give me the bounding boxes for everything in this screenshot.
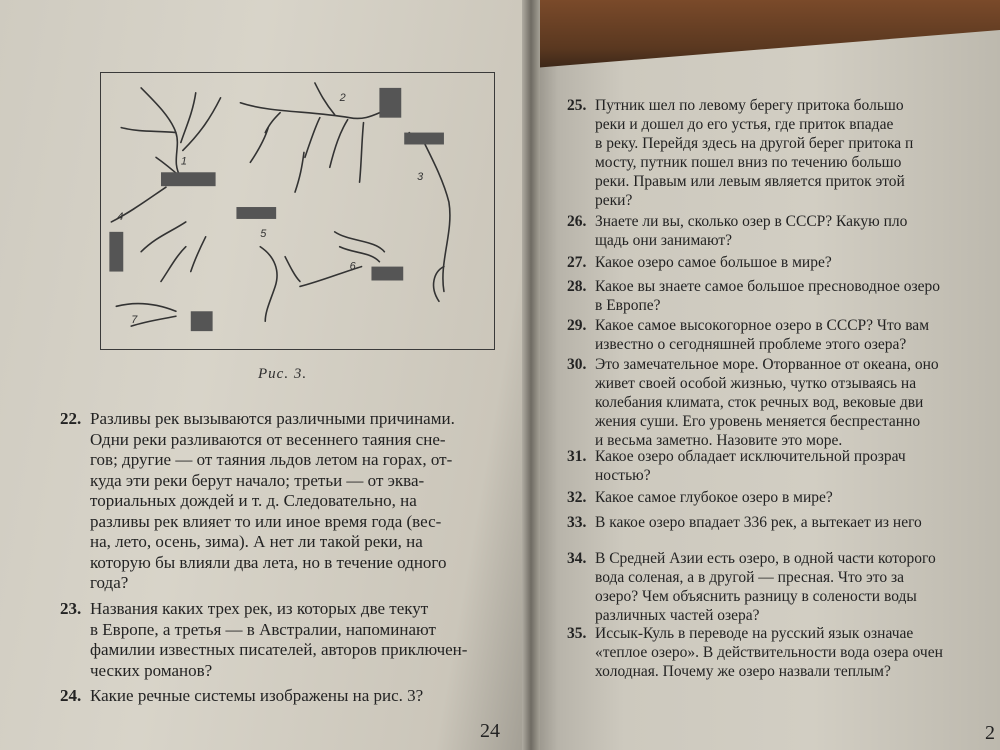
figure-label-2: 2	[339, 91, 346, 104]
figure-label-6: 6	[349, 260, 356, 273]
question-number: 35.	[567, 625, 587, 642]
question-number: 28.	[567, 278, 587, 295]
question-text: Путник шел по левому берегу притока большо реки и дошел до его устья, где приток впадае в реку. Перейдя здесь на другой берег притока п мосту, путник пошел вниз по течению большо реки. Правым или левым является приток этой реки?	[595, 97, 914, 209]
question-33	[567, 513, 1000, 532]
page-number-left: 24	[480, 720, 500, 742]
question-32	[567, 488, 1000, 507]
question-text: Какое вы знаете самое большое пресноводное озеро в Европе?	[595, 278, 940, 314]
question-29	[567, 316, 1000, 354]
question-number: 34.	[567, 550, 587, 567]
question-text: Названия каких трех рек, из которых две текут в Европе, а третья — в Австралии, напоминают фамилии известных писателей, авторов приключен- ческих романов?	[90, 599, 468, 680]
question-31	[567, 447, 1000, 485]
question-text: Какое озеро обладает исключительной прозрач ностью?	[595, 448, 906, 484]
question-34	[567, 549, 1000, 625]
question-text: В какое озеро впадает 336 рек, а вытекает из него	[595, 514, 922, 531]
question-27	[567, 253, 1000, 272]
question-number: 22.	[60, 409, 82, 428]
question-text: Знаете ли вы, сколько озер в СССР? Какую пло щадь они занимают?	[595, 213, 908, 249]
question-text: Какое самое глубокое озеро в мире?	[595, 489, 833, 506]
figure-label-1: 1	[180, 155, 187, 168]
question-number: 31.	[567, 448, 587, 465]
question-26	[567, 212, 1000, 250]
figure-label-4: 4	[117, 210, 124, 223]
question-number: 27.	[567, 254, 587, 271]
question-22	[60, 409, 510, 594]
question-text: Какое самое высокогорное озеро в СССР? Что вам известно о сегодняшней проблеме этого озера?	[595, 317, 929, 353]
river-systems-figure	[100, 72, 495, 350]
question-28	[567, 277, 1000, 315]
page-number-right: 2	[985, 722, 995, 744]
book-gutter	[522, 0, 540, 750]
question-text: Это замечательное море. Оторванное от океана, оно живет своей особой жизнью, чутко отзываясь на колебания климата, сток речных вод, вековые дви жения суши. Его уровень меняется беспрестанно и весьма заметно. Назовите это море.	[595, 356, 939, 449]
question-text: Какое озеро самое большое в мире?	[595, 254, 832, 271]
question-text: Иссык-Куль в переводе на русский язык означае «теплое озеро». В действительности вода озера очен холодная. Почему же озеро назвали теплым?	[595, 625, 943, 680]
question-24	[60, 686, 510, 707]
question-text: Какие речные системы изображены на рис. 3?	[90, 686, 424, 705]
question-number: 24.	[60, 686, 82, 705]
river-map-drawing	[101, 73, 494, 349]
question-35	[567, 624, 1000, 681]
question-number: 33.	[567, 514, 587, 531]
question-text: Разливы рек вызываются различными причинами. Одни реки разливаются от весеннего таяния сне- гов; другие — от таяния льдов летом на горах, от- куда эти реки берут начало; третьи — от эква- ториальных дождей и т. д. Следовательно, на разливы рек влияет то или иное время года (вес- на, лето, осень, зима). А нет ли такой реки, на которую бы влияли два лета, но в течение одного года?	[90, 409, 455, 592]
question-23	[60, 599, 510, 681]
figure-label-3: 3	[417, 171, 424, 184]
question-text: В Средней Азии есть озеро, в одной части которого вода соленая, а в другой — пресная. Что это за озеро? Чем объяснить разницу в солености воды различных частей озера?	[595, 550, 936, 624]
question-number: 30.	[567, 356, 587, 373]
question-number: 32.	[567, 489, 587, 506]
figure-caption: Рис. 3.	[258, 366, 308, 382]
question-number: 23.	[60, 599, 82, 618]
figure-label-7: 7	[131, 314, 138, 327]
question-25	[567, 96, 1000, 210]
figure-label-5: 5	[260, 227, 267, 240]
question-number: 25.	[567, 97, 587, 114]
question-number: 29.	[567, 317, 587, 334]
question-number: 26.	[567, 213, 587, 230]
question-30	[567, 355, 1000, 450]
